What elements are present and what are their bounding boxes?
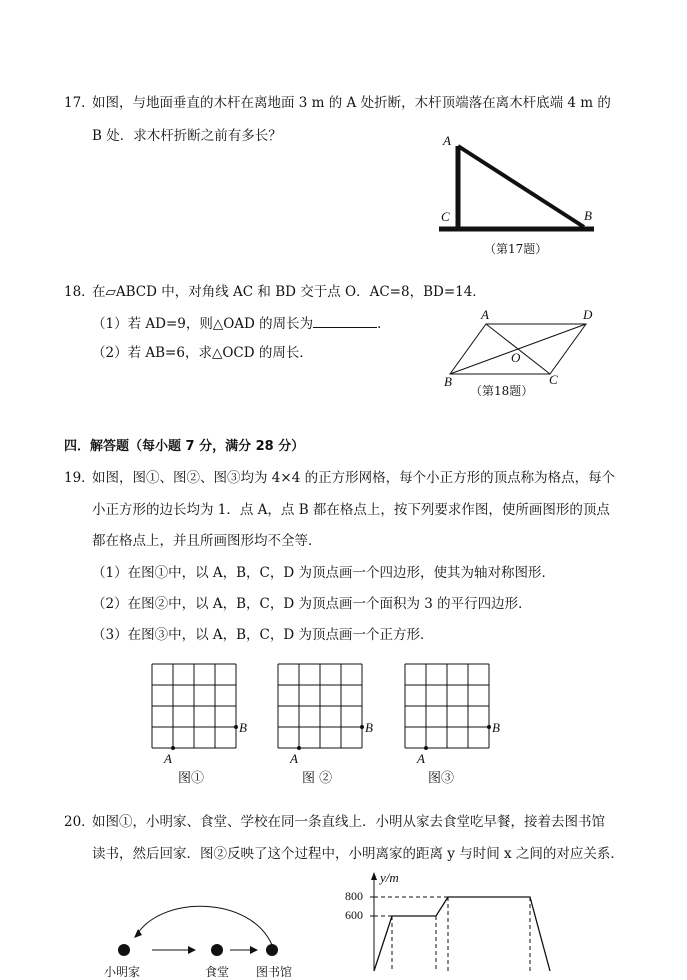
grid2-label-a: A	[290, 751, 298, 766]
route-arrowhead-1	[188, 946, 196, 954]
q19-sub3: （3）在图③中，以 A，B，C，D 为顶点画一个正方形．	[92, 627, 434, 643]
q18-stem: 在▱ABCD 中，对角线 AC 和 BD 交于点 O．AC=8，BD=14．	[92, 284, 486, 300]
q18-label-a: A	[481, 307, 489, 322]
home-label: 小明家	[104, 965, 141, 979]
canteen-dot	[211, 944, 223, 956]
q18-answer-blank[interactable]	[313, 315, 377, 328]
route-return-arc	[136, 906, 272, 945]
q19-sub2: （2）在图②中，以 A，B，C，D 为顶点画一个面积为 3 的平行四边形．	[92, 596, 532, 612]
grid3-point-b	[487, 725, 491, 729]
q17-text-line1: 如图，与地面垂直的木杆在离地面 3 m 的 A 处折断，木杆顶端落在离木杆底端 4 m 的	[92, 95, 611, 111]
grid2-caption: 图 ②	[302, 771, 333, 786]
grid2-point-a	[297, 746, 301, 750]
canteen-label: 食堂	[205, 965, 230, 979]
q19-number: 19．	[64, 470, 95, 486]
q20-text-line2: 读书，然后回家．图②反映了这个过程中，小明离家的距离 y 与时间 x 之间的对应关系．	[92, 846, 624, 862]
graph-y-tick-600: 600	[345, 908, 363, 922]
grid3-caption: 图③	[428, 771, 455, 786]
q18-diagonal-bd	[450, 324, 586, 374]
grid3-label-a: A	[417, 751, 425, 766]
grid1-caption: 图①	[178, 771, 205, 786]
grid1-point-b	[234, 725, 238, 729]
library-label: 图书馆	[256, 965, 293, 979]
q19-grid-3	[405, 664, 489, 748]
graph-y-axis-label: y/m	[380, 870, 399, 885]
grid1-point-a	[171, 746, 175, 750]
q17-label-a: A	[443, 133, 451, 148]
library-dot	[266, 944, 278, 956]
q17-text-line2: B 处．求木杆折断之前有多长？	[92, 128, 282, 144]
q19-sub1: （1）在图①中，以 A，B，C，D 为顶点画一个四边形，使其为轴对称图形．	[92, 565, 555, 581]
q17-label-c: C	[441, 209, 450, 224]
q18-number: 18．	[64, 284, 95, 300]
q18-label-d: D	[583, 307, 593, 322]
q17-broken-top-line	[458, 146, 584, 227]
q19-text-line3: 都在格点上，并且所画图形均不全等．	[92, 533, 322, 549]
q18-label-o: O	[511, 350, 521, 365]
q18-sub1	[92, 314, 391, 334]
q20-text-line1: 如图①，小明家、食堂、学校在同一条直线上．小明从家去食堂吃早餐，接着去图书馆	[92, 814, 605, 830]
q18-label-c: C	[549, 372, 558, 387]
q20-route-diagram	[100, 900, 300, 971]
q17-label-b: B	[584, 208, 592, 223]
graph-y-axis-arrow	[371, 872, 377, 880]
q18-sub2: （2）若 AB=6，求△OCD 的周长．	[92, 345, 313, 361]
q17-number: 17．	[64, 95, 95, 111]
q18-parallelogram-figure	[440, 312, 600, 382]
grid2-label-b: B	[365, 720, 373, 735]
grid3-point-a	[424, 746, 428, 750]
q19-grid-1	[152, 664, 236, 748]
q19-text-line2: 小正方形的边长均为 1．点 A，点 B 都在格点上，按下列要求作图，使所画图形的顶点	[92, 502, 610, 518]
home-dot	[118, 944, 130, 956]
q20-number: 20．	[64, 814, 95, 830]
q18-caption: （第18题）	[470, 384, 534, 398]
q18-sub1-end: ．	[377, 316, 391, 332]
section4-heading: 四．解答题（每小题 7 分，满分 28 分）	[64, 439, 305, 454]
q19-grid-2	[278, 664, 362, 748]
route-arrowhead-2	[250, 946, 258, 954]
q19-text-line1: 如图，图①、图②、图③均为 4×4 的正方形网格，每个小正方形的顶点称为格点，每个	[92, 470, 616, 486]
q20-distance-graph	[340, 868, 580, 971]
q18-sub1-text: （1）若 AD=9，则△OAD 的周长为	[92, 316, 314, 332]
graph-distance-line	[374, 897, 550, 971]
grid2-point-b	[360, 725, 364, 729]
q17-caption: （第17题）	[484, 242, 548, 256]
q18-label-b: B	[444, 374, 452, 389]
grid1-label-a: A	[164, 751, 172, 766]
q17-figure	[436, 134, 601, 239]
grid1-label-b: B	[239, 720, 247, 735]
route-return-arrowhead	[134, 929, 142, 938]
graph-y-tick-800: 800	[345, 889, 363, 903]
grid3-label-b: B	[492, 720, 500, 735]
